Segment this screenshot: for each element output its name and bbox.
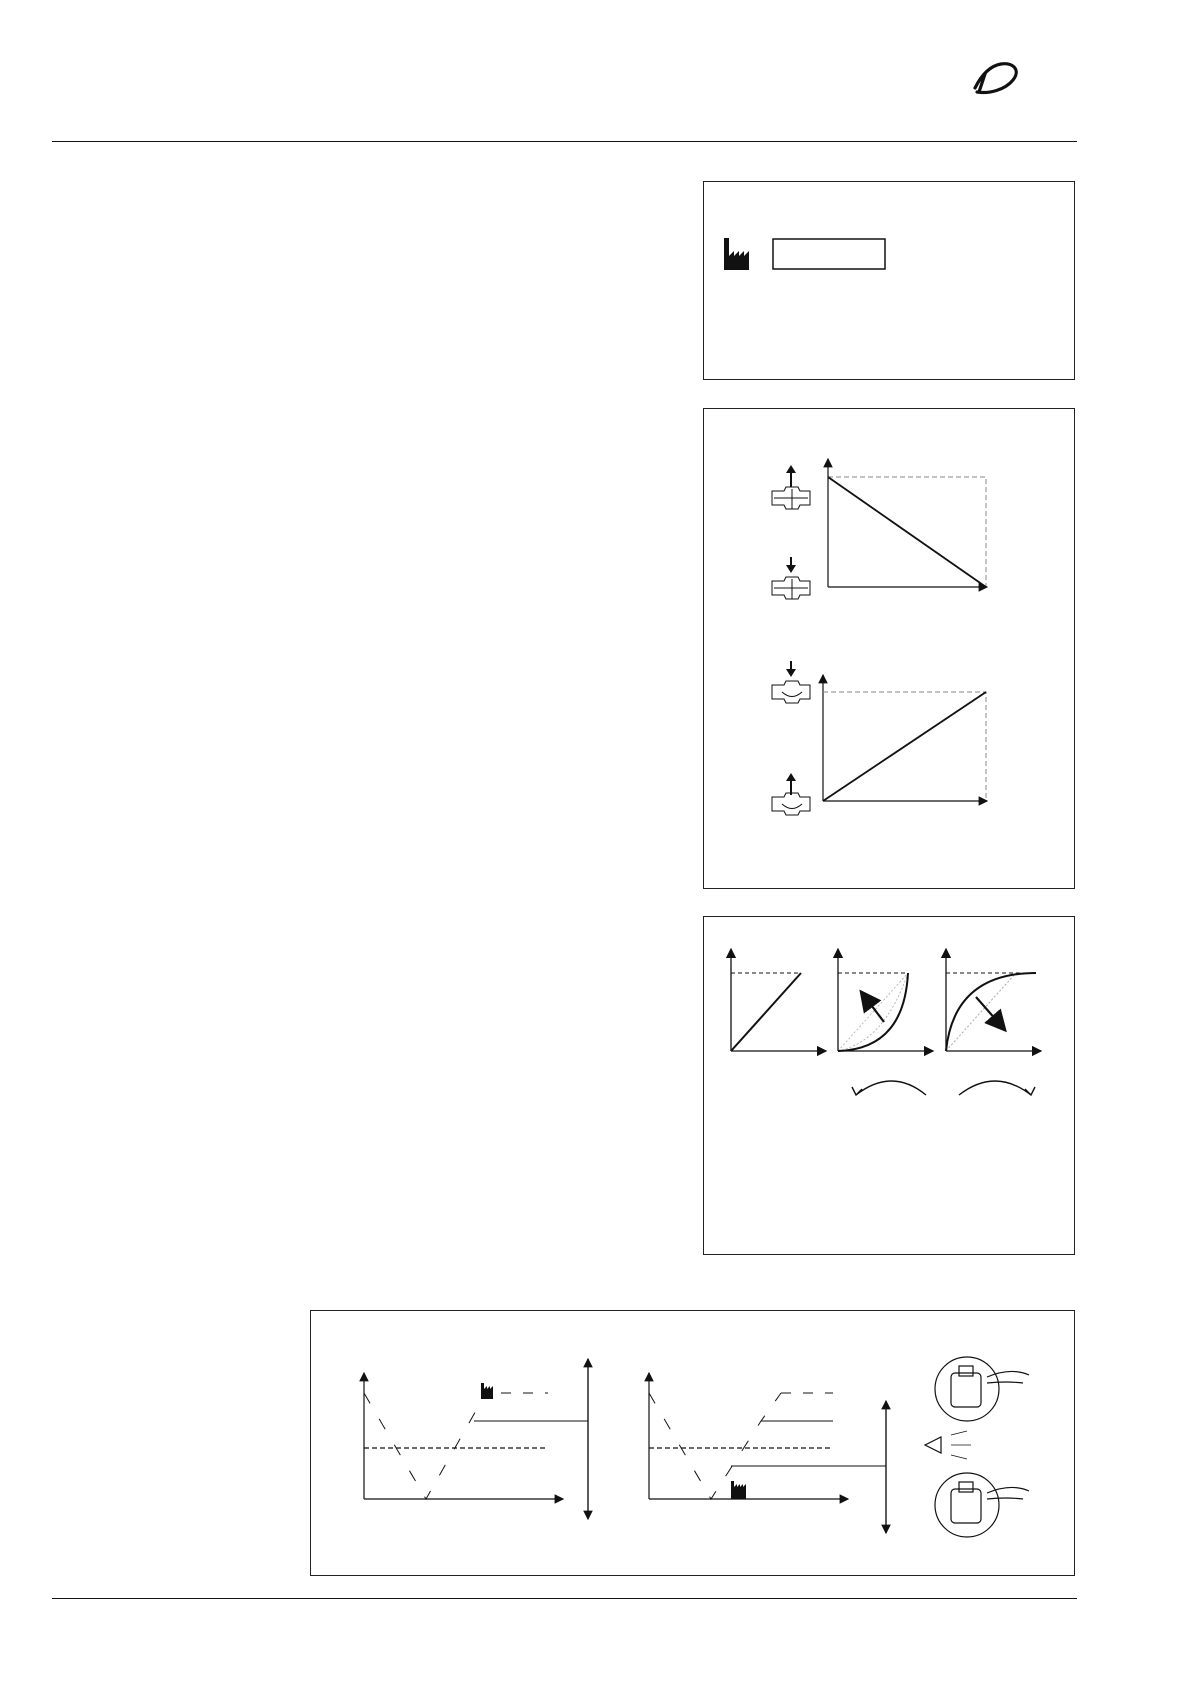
stroke-chart-left <box>364 1359 588 1519</box>
footer-rule <box>52 1598 1077 1599</box>
danfoss-logo <box>955 52 1085 104</box>
dip2-off-chart <box>772 661 987 815</box>
dip-switch-body <box>773 239 885 269</box>
header-rule <box>52 141 1077 142</box>
actuator-press-icon-bottom <box>935 1473 1029 1537</box>
log-curve-chart <box>946 949 1041 1051</box>
valve-2way-down-icon <box>772 661 810 703</box>
stroke-figure <box>310 1310 1075 1576</box>
dip2-on-chart <box>772 459 987 599</box>
factory-icon-small-2 <box>731 1481 746 1499</box>
linear-curve-chart <box>731 949 826 1051</box>
modified-curve-chart <box>838 949 933 1051</box>
rotate-cw-arrow <box>959 1081 1031 1095</box>
rotate-ccw-arrow <box>856 1081 926 1095</box>
direction-figure <box>703 408 1075 889</box>
valve-2way-up-icon <box>772 773 810 815</box>
stroke-chart-right <box>649 1373 886 1533</box>
factory-icon-small <box>481 1383 493 1399</box>
valve-3way-down-icon <box>772 557 810 599</box>
characteristic-figure <box>703 916 1075 1255</box>
eye-icon <box>925 1431 971 1459</box>
factory-icon <box>724 238 749 270</box>
dip-switch-figure <box>703 181 1075 380</box>
actuator-press-icon-top <box>935 1357 1029 1421</box>
valve-3way-up-icon <box>772 465 810 509</box>
